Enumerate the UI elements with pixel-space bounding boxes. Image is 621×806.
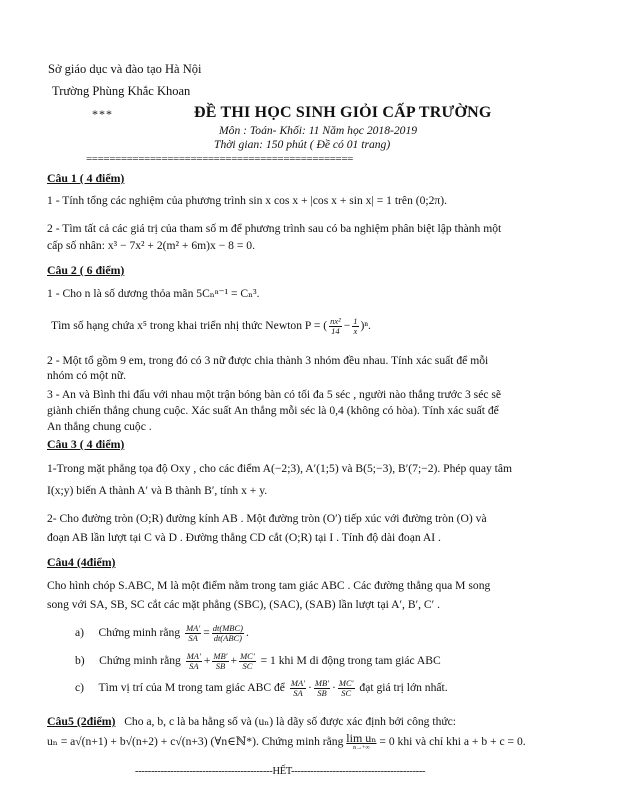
question-1-part-2-line-2: cấp số nhân: x³ − 7x² + 2(m² + 6m)x − 8 = 0. [47, 239, 255, 252]
part-c-fraction-1 [290, 679, 306, 698]
question-1-heading: Câu 1 ( 4 điểm) [47, 171, 125, 185]
question-2-part-3-line-3: An thắng chung cuộc . [47, 420, 152, 433]
question-2-part-3-line-1: 3 - An và Bình thi đấu với nhau một trận bóng bàn có tối đa 5 séc , người nào thắng trước 3 séc sẽ [47, 388, 502, 401]
question-2-part-1-binomial [51, 313, 371, 339]
binomial-suffix: )ⁿ. [360, 319, 371, 332]
question-2-part-3-line-2: giành chiến thắng chung cuộc. Xác suất An thắng mỗi séc là 0,4 (không có hòa). Tính xác suất để [47, 404, 499, 417]
question-2-part-2-line-1: 2 - Một tổ gồm 9 em, trong đó có 3 nữ được chia thành 3 nhóm đều nhau. Tính xác suất để mỗi [47, 354, 489, 367]
part-b-fraction-1 [186, 652, 202, 671]
title-separator: ============================================== [86, 153, 353, 165]
part-b-fraction-2 [212, 652, 228, 671]
part-b-tail: = 1 khi M di động trong tam giác ABC [260, 654, 441, 667]
part-a-text: Chứng minh rằng [98, 626, 181, 639]
part-c-fraction-3 [338, 679, 355, 698]
question-3-heading: Câu 3 ( 4 điểm) [47, 437, 125, 451]
part-b-text: Chứng minh rằng [99, 654, 181, 667]
part-c-fraction-1-num: MA′ [290, 677, 305, 688]
part-c-fraction-2-den: SB [317, 687, 327, 698]
question-4-line-1: Cho hình chóp S.ABC, M là một điểm nằm trong tam giác ABC . Các đường thẳng qua M song [47, 579, 491, 592]
part-c-fraction-2-num: MB′ [314, 677, 330, 688]
part-c-fraction-2 [314, 679, 330, 698]
part-b-fraction-3-den: SC [242, 660, 253, 671]
binomial-prefix: Tìm số hạng chứa x⁵ trong khai triển nhị thức Newton P = ( [51, 319, 328, 332]
limit-expression [346, 732, 376, 752]
part-b-fraction-1-den: SA [189, 660, 199, 671]
exam-duration: Thời gian: 150 phút ( Đề có 01 trang) [214, 138, 391, 151]
exam-subject: Môn : Toán- Khối: 11 Năm học 2018-2019 [219, 124, 418, 137]
question-3-part-1-line-1: 1-Trong mặt phẳng tọa độ Oxy , cho các điểm A(−2;3), A′(1;5) và B(5;−3), B′(7;−2). Phép quay tâm [47, 462, 513, 475]
end-marker: -------------------------------------------HẾT------------------------------------------ [135, 766, 426, 777]
question-3-part-1-line-2: I(x;y) biến A thành A′ và B thành B′, tính x + y. [47, 484, 268, 497]
limit-bottom: n→+∞ [353, 745, 370, 752]
part-c-tail: đạt giá trị lớn nhất. [359, 681, 448, 694]
binomial-fraction-1 [329, 317, 342, 336]
part-b-label: b) [75, 654, 85, 667]
question-4-part-c [75, 675, 448, 701]
part-b-fraction-2-den: SB [215, 660, 226, 671]
binomial-fraction-1-den: 14 [331, 325, 340, 336]
part-c-dot-2: · [332, 681, 336, 694]
question-2-part-2-line-2: nhóm có một nữ. [47, 369, 127, 382]
question-4-heading: Câu4 (4điểm) [47, 555, 116, 569]
part-b-plus-1: + [203, 654, 211, 667]
binomial-fraction-2-den: x [353, 325, 358, 336]
limit-top: lim uₙ [346, 731, 377, 746]
question-2-part-1: 1 - Cho n là số dương thỏa mãn 5Cₙⁿ⁻¹ = Cₙ³. [47, 287, 260, 300]
part-a-fraction-1 [185, 624, 201, 643]
school-name: Trường Phùng Khắc Khoan [52, 84, 191, 98]
part-a-fraction-1-den: SA [188, 632, 198, 643]
part-a-fraction-2-num: dt(MBC) [212, 622, 243, 633]
question-4-part-b [75, 648, 441, 674]
part-c-fraction-3-num: MC′ [338, 677, 354, 688]
question-3-part-2-line-1: 2- Cho đường tròn (O;R) đường kính AB . Một đường tròn (O′) tiếp xúc với đường tròn (O) và [47, 512, 487, 525]
stars-decoration: *** [92, 107, 113, 121]
part-b-fraction-3 [239, 652, 256, 671]
binomial-minus: − [343, 319, 351, 332]
part-a-fraction-2 [212, 624, 244, 643]
part-b-fraction-1-num: MA′ [186, 650, 201, 661]
question-4-line-2: song với SA, SB, SC cắt các mặt phẳng (SBC), (SAC), (SAB) lần lượt tại A′, B′, C′ . [47, 598, 440, 611]
binomial-fraction-1-num: nx² [330, 315, 341, 326]
question-2-heading: Câu 2 ( 6 điểm) [47, 263, 125, 277]
part-a-fraction-1-num: MA′ [186, 622, 201, 633]
question-1-part-2-line-1: 2 - Tìm tất cả các giá trị của tham số m để phương trình sau có ba nghiệm phân biệt lập thành một [47, 222, 502, 235]
binomial-fraction-2-num: 1 [353, 315, 358, 326]
limit-condition: = 0 khi và chỉ khi a + b + c = 0. [379, 735, 526, 748]
part-b-plus-2: + [230, 654, 238, 667]
question-5-line-1 [47, 714, 456, 729]
part-a-end: . [245, 626, 249, 639]
part-c-fraction-1-den: SA [293, 687, 303, 698]
question-5-line-2 [47, 732, 526, 752]
exam-title: ĐỀ THI HỌC SINH GIỎI CẤP TRƯỜNG [194, 104, 492, 121]
question-5-heading: Câu5 (2điểm) [47, 714, 116, 728]
part-c-label: c) [75, 681, 85, 694]
part-c-fraction-3-den: SC [341, 687, 352, 698]
sequence-definition: uₙ = a√(n+1) + b√(n+2) + c√(n+3) (∀n∈ℕ*). Chứng minh rằng [47, 735, 344, 748]
part-b-fraction-2-num: MB′ [213, 650, 228, 661]
part-c-text: Tìm vị trí của M trong tam giác ABC để [98, 681, 285, 694]
part-a-fraction-2-den: dt(ABC) [213, 632, 243, 643]
department-name: Sở giáo dục và đào tạo Hà Nội [48, 62, 202, 76]
part-a-equals: = [203, 626, 210, 639]
binomial-fraction-2 [352, 317, 358, 336]
part-c-dot-1: · [308, 681, 312, 694]
part-a-label: a) [75, 626, 85, 639]
question-5-intro: Cho a, b, c là ba hằng số và (uₙ) là dãy số được xác định bởi công thức: [124, 715, 457, 728]
question-4-part-a [75, 620, 249, 646]
question-3-part-2-line-2: đoạn AB lần lượt tại C và D . Đường thẳng CD cắt (O;R) tại I . Tính độ dài đoạn AI . [47, 531, 441, 544]
part-b-fraction-3-num: MC′ [240, 650, 255, 661]
question-1-part-1: 1 - Tính tổng các nghiệm của phương trình sin x cos x + |cos x + sin x| = 1 trên (0;2π). [47, 194, 448, 207]
